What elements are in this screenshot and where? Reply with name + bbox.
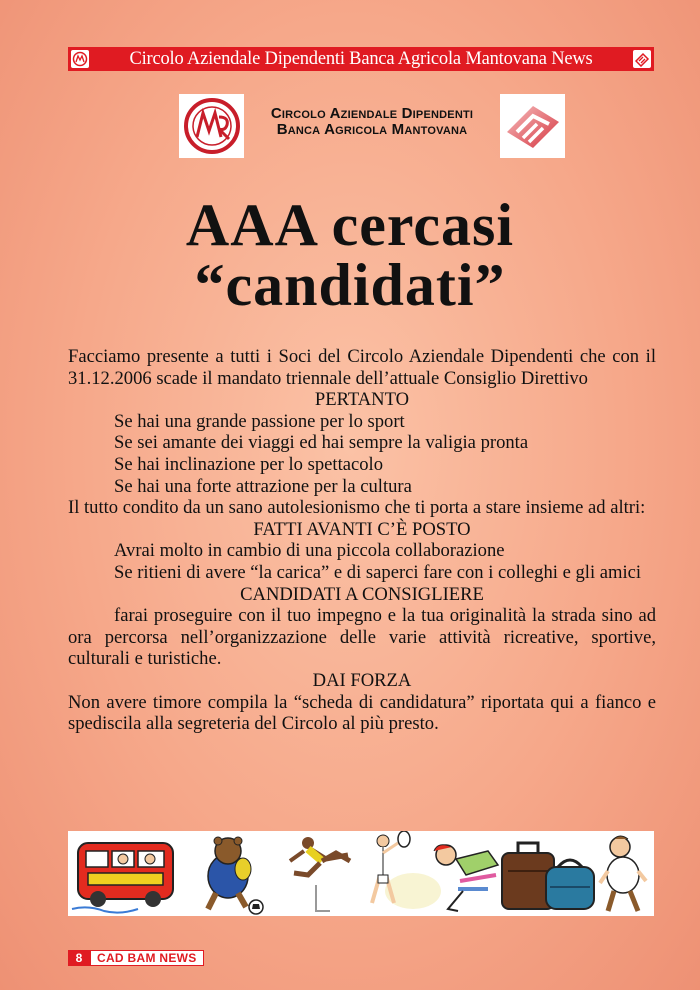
org-name-line2: Banca Agricola Mantovana <box>276 121 468 138</box>
closing-paragraph: Non avere timore compila la “scheda di candidatura” riportata qui a fianco e spediscila alla segreteria del Circolo al più presto. <box>68 691 656 735</box>
list-item: Se sei amante dei viaggi ed hai sempre la valigia pronta <box>114 432 529 454</box>
section-heading-fatti-avanti: FATTI AVANTI C’È POSTO <box>253 518 471 540</box>
newsletter-title: Circolo Aziendale Dipendenti Banca Agricola Mantovana News <box>129 48 593 69</box>
paragraph: Il tutto condito da un sano autolesionismo che ti porta a stare insieme ad altri: <box>68 497 646 519</box>
bank-logo-icon <box>633 50 651 68</box>
list-item: Se hai inclinazione per lo spettacolo <box>114 453 384 475</box>
headline <box>0 192 700 318</box>
bus-illustration <box>72 843 173 913</box>
list-item: Se hai una grande passione per lo sport <box>114 410 405 432</box>
section-heading-dai-forza: DAI FORZA <box>312 669 412 691</box>
circolo-logo <box>179 94 244 158</box>
article-body <box>68 346 656 735</box>
section-heading-pertanto: PERTANTO <box>314 389 410 411</box>
organization-name <box>250 106 494 138</box>
walking-man-illustration <box>600 836 646 911</box>
bank-logo <box>500 94 565 158</box>
paragraph: farai proseguire con il tuo impegno e la tua originalità la strada sino ad ora percorsa nell’organizzazione delle varie attività ricreative, sportive, culturali e turistiche. <box>68 605 656 670</box>
circolo-logo-icon <box>71 50 89 68</box>
luggage-illustration <box>502 843 594 909</box>
page-footer <box>68 950 204 966</box>
org-name-line1: Circolo Aziendale Dipendenti <box>270 105 474 122</box>
intro-paragraph: Facciamo presente a tutti i Soci del Circolo Aziendale Dipendenti che con il 31.12.2006 scade il mandato triennale dell’attuale Consiglio Direttivo <box>68 346 656 389</box>
headline-line1: AAA cercasi <box>185 192 515 258</box>
bear-soccer-illustration <box>208 837 263 914</box>
comic-runner-illustration <box>434 845 498 911</box>
header-bar <box>68 47 654 71</box>
illustration-strip <box>68 831 654 916</box>
publication-name: CAD BAM NEWS <box>90 950 204 966</box>
list-item: Avrai molto in cambio di una piccola collaborazione <box>114 540 505 562</box>
hurdler-illustration <box>290 837 350 911</box>
list-item: Se hai una forte attrazione per la cultura <box>114 475 412 497</box>
headline-line2: “candidati” <box>194 252 506 318</box>
tennis-player-illustration <box>372 831 441 909</box>
list-item: Se ritieni di avere “la carica” e di saperci fare con i colleghi e gli amici <box>114 561 642 583</box>
section-heading-candidati: CANDIDATI A CONSIGLIERE <box>240 583 484 605</box>
page-number: 8 <box>68 950 90 966</box>
